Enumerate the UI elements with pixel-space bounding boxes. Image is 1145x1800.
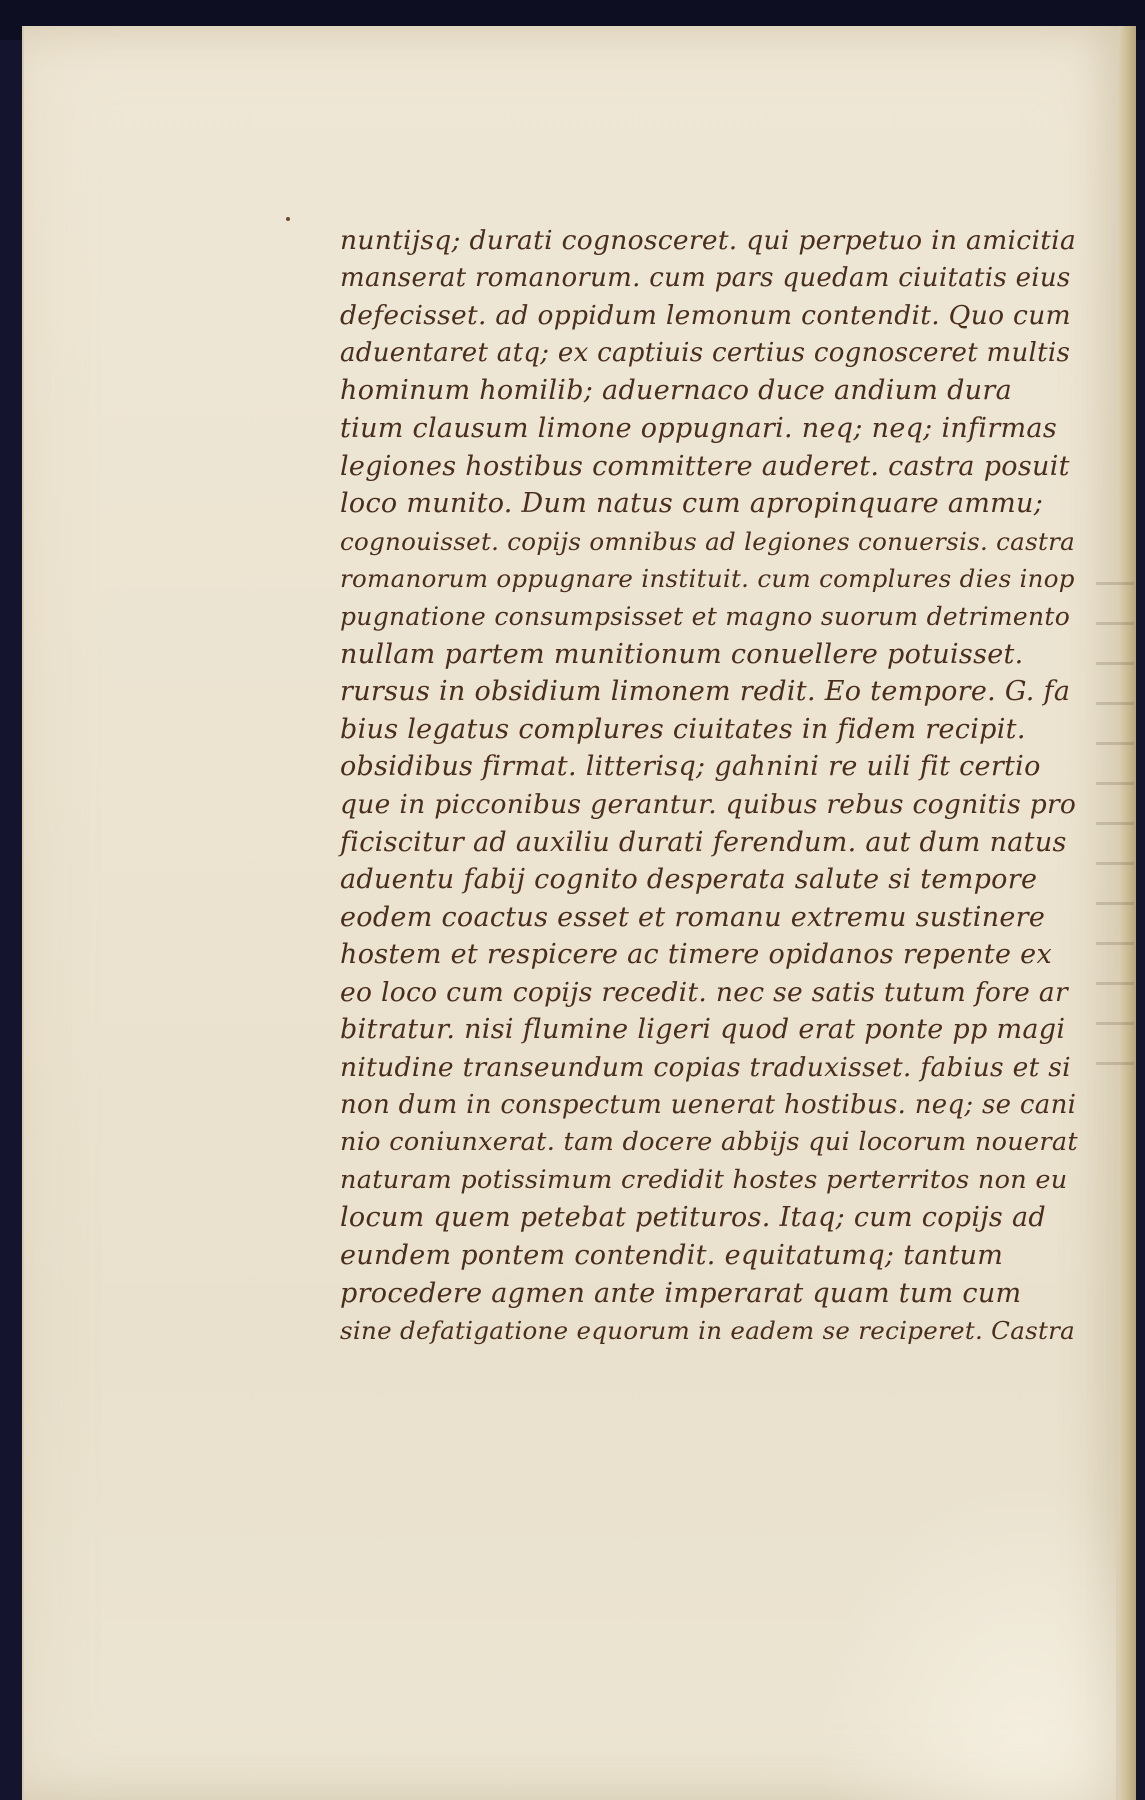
text-line: eo loco cum copijs recedit. nec se satis tutum fore ar (340, 976, 1068, 1008)
page-light-patch (816, 1480, 1116, 1800)
text-line: nio coniunxerat. tam docere abbijs qui locorum nouerat (340, 1127, 1078, 1158)
text-column (340, 222, 1080, 1350)
text-line: obsidibus firmat. litterisq; gahnini re uili fit certio (340, 751, 1041, 783)
text-line: legiones hostibus committere auderet. castra posuit (340, 450, 1070, 482)
text-line: nuntijsq; durati cognosceret. qui perpetuo in amicitia (340, 225, 1077, 256)
text-line: sine defatigatione equorum in eadem se reciperet. Castra (340, 1316, 1076, 1346)
text-line: pugnatione consumpsisset et magno suorum detrimento (340, 601, 1071, 631)
text-line: eundem pontem contendit. equitatumq; tantum (340, 1240, 1004, 1272)
text-line: cognouisset. copijs omnibus ad legiones conuersis. castra (340, 526, 1076, 556)
text-line: romanorum oppugnare instituit. cum complures dies inop (340, 564, 1075, 594)
text-line: tium clausum limone oppugnari. neq; neq; infirmas (340, 412, 1057, 444)
text-line: hostem et respicere ac timere opidanos repente ex (340, 939, 1052, 971)
text-line: hominum homilib; aduernaco duce andium dura (340, 375, 1012, 407)
adjacent-page-sliver (1096, 566, 1134, 1086)
text-line: eodem coactus esset et romanu extremu sustinere (340, 901, 1046, 933)
text-line: procedere agmen ante imperarat quam tum cum (340, 1277, 1022, 1309)
text-line: nitudine transeundum copias traduxisset. fabius et si (340, 1052, 1071, 1084)
ruling-prick-mark (286, 217, 290, 221)
text-line: rursus in obsidium limonem redit. Eo tempore. G. fa (340, 676, 1071, 708)
text-line: locum quem petebat petituros. Itaq; cum copijs ad (340, 1202, 1046, 1234)
text-line: bius legatus complures ciuitates in fidem recipit. (340, 713, 1026, 745)
text-line: aduentu fabij cognito desperata salute si tempore (340, 864, 1038, 896)
text-line: naturam potissimum credidit hostes perterritos non eu (340, 1164, 1068, 1195)
text-line: nullam partem munitionum conuellere potuisset. (340, 638, 1024, 670)
text-line: ficiscitur ad auxiliu durati ferendum. aut dum natus (340, 826, 1067, 858)
text-line: non dum in conspectum uenerat hostibus. neq; se cani (340, 1089, 1077, 1120)
text-line: bitratur. nisi flumine ligeri quod erat ponte pp magi (340, 1014, 1066, 1046)
text-line: defecisset. ad oppidum lemonum contendit. Quo cum (340, 300, 1071, 332)
text-line: aduentaret atq; ex captiuis certius cognosceret multis (340, 337, 1071, 368)
text-line: loco munito. Dum natus cum apropinquare ammu; (340, 488, 1044, 520)
text-line: manserat romanorum. cum pars quedam ciuitatis eius (340, 262, 1071, 293)
text-line: que in picconibus gerantur. quibus rebus cognitis pro (340, 788, 1077, 820)
